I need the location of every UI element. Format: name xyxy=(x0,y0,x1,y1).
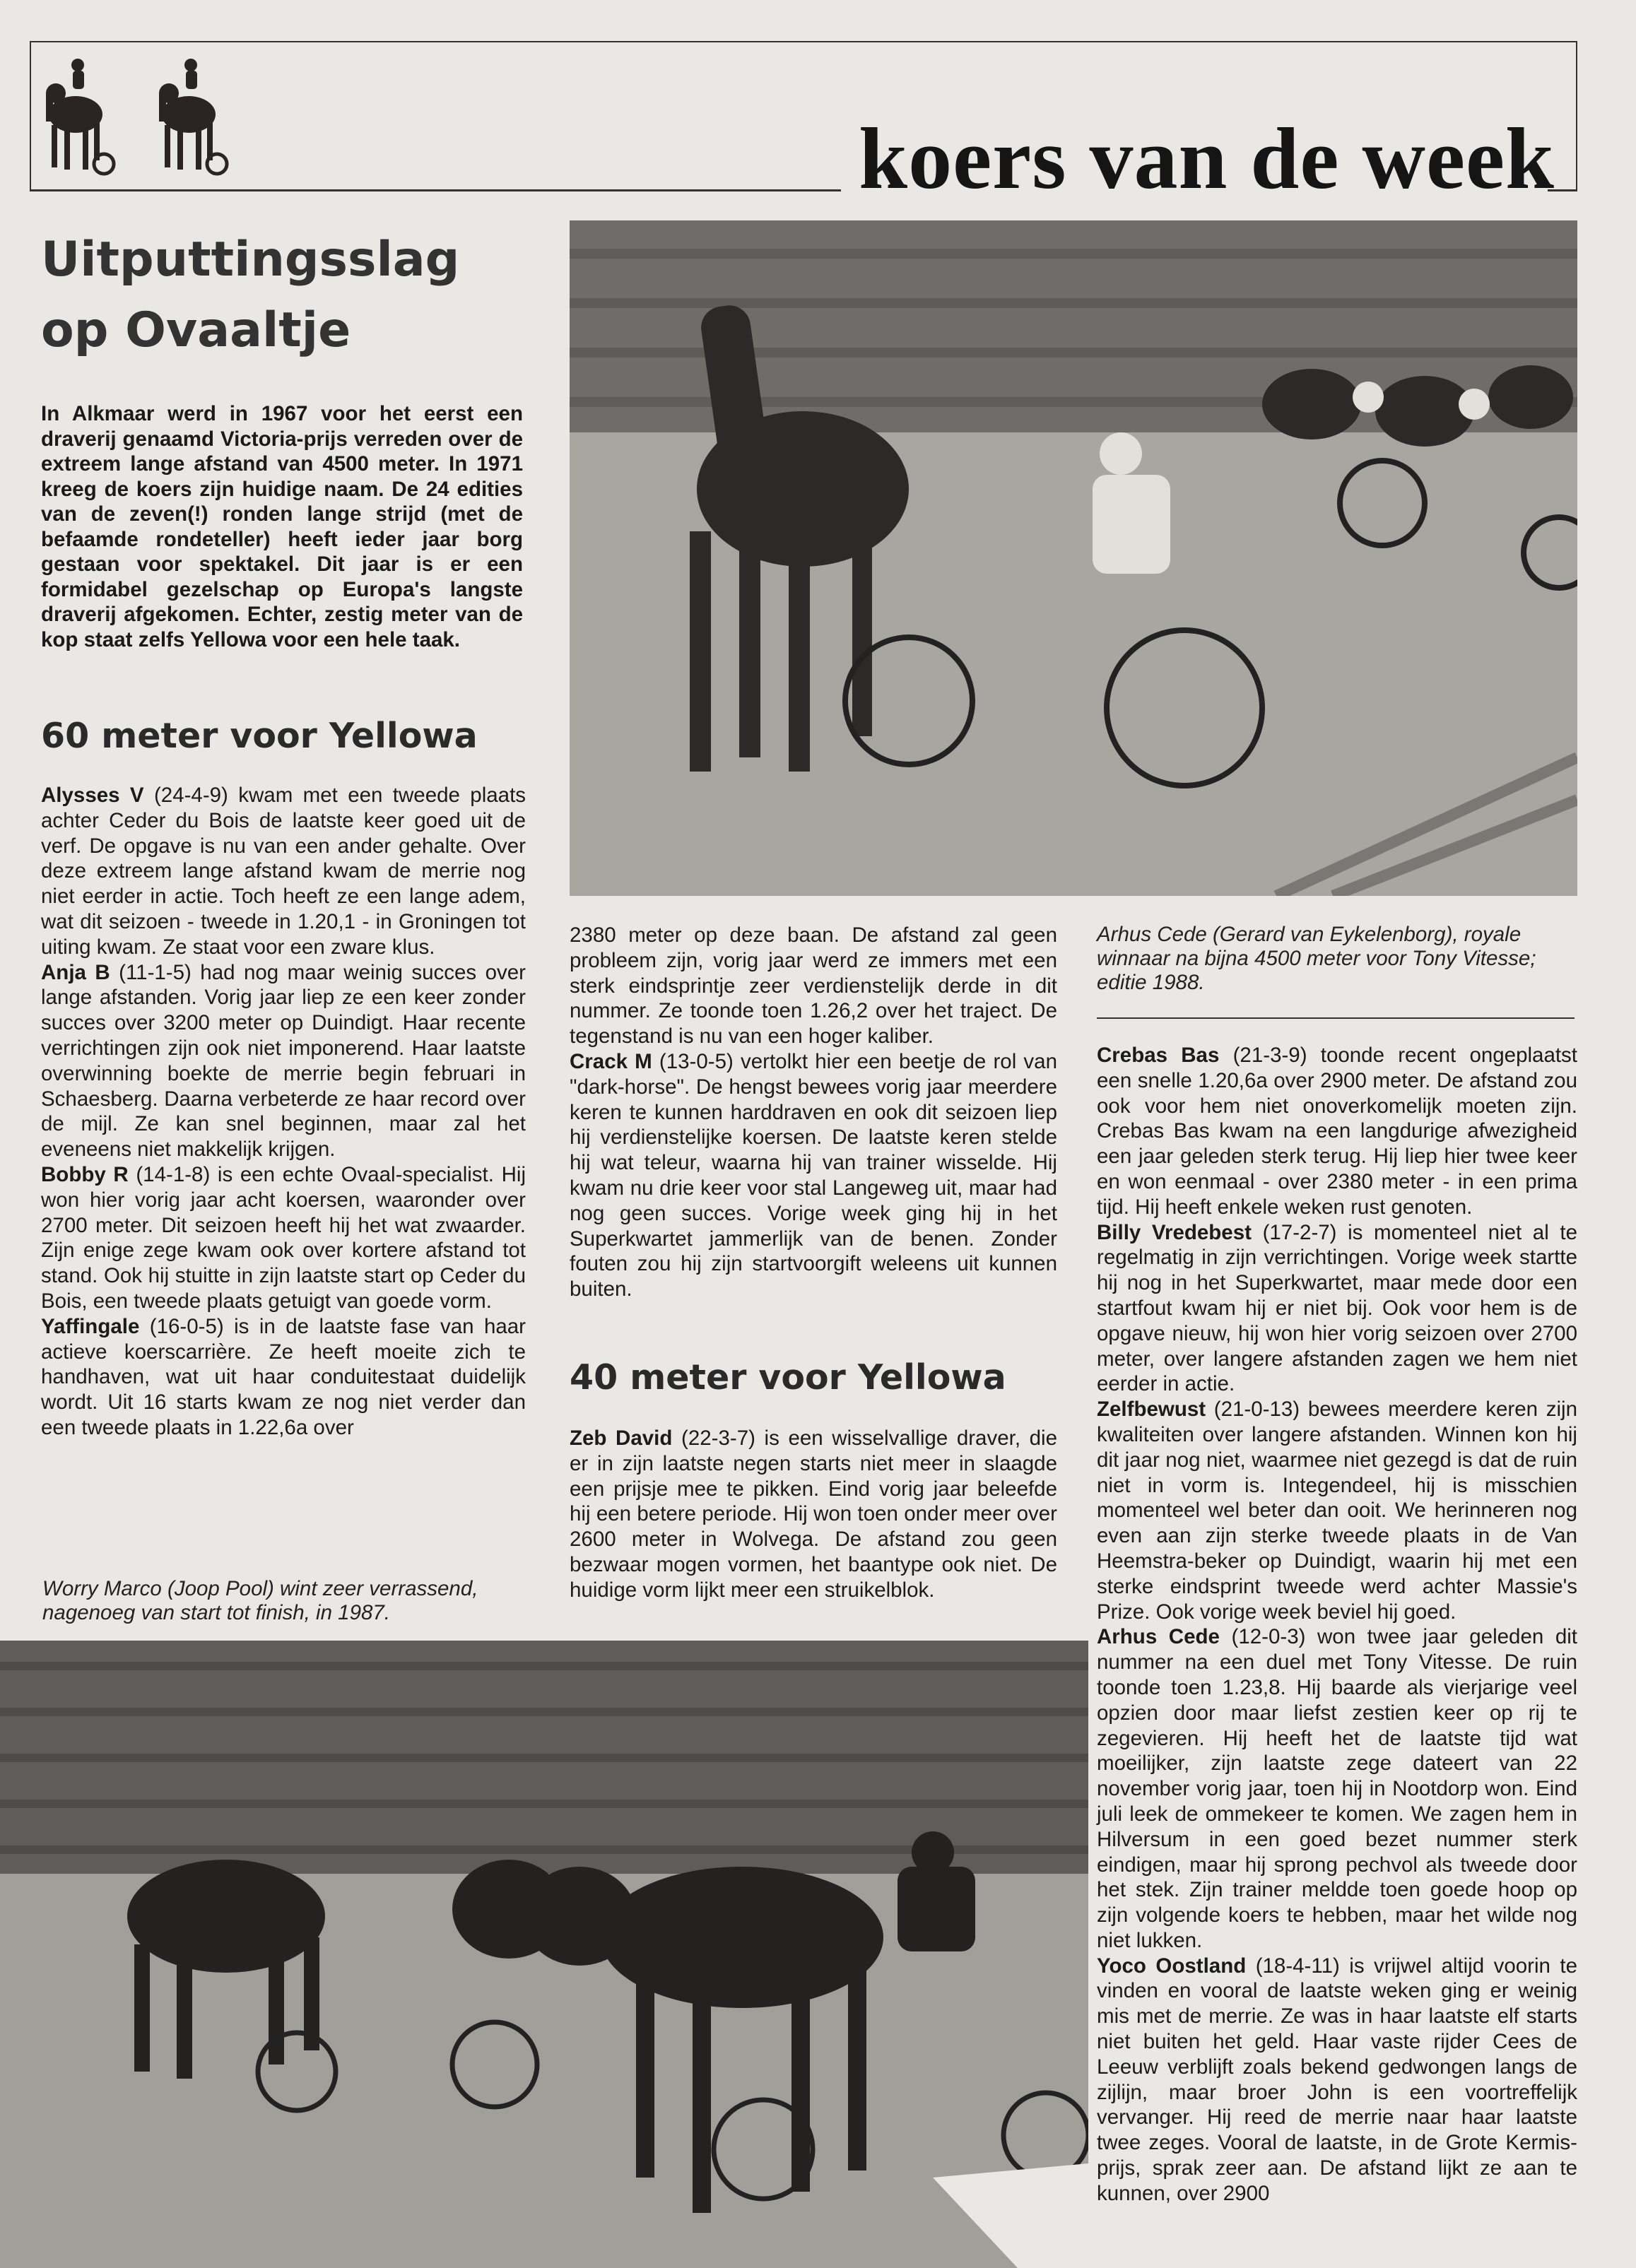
entry-paragraph: 2380 meter op deze baan. De afstand zal geen probleem zijn, vorig jaar werd ze immers met een sterk eindsprintje zeer verdienstelijk derde in dit nummer. Ze toonde toen 1.26,2 over het traject. De tegenstand is nu van een hoger kaliber. xyxy=(570,923,1057,1049)
photo-caption-bottom: Worry Marco (Joop Pool) wint zeer verrassend, nagenoeg van start tot finish, in 1987. xyxy=(42,1577,478,1624)
entry-paragraph: Crebas Bas (21-3-9) toonde recent ongeplaatst een snelle 1.20,6a over 2900 meter. De afstand zou ook voor hem niet onoverkomelijk moeten zijn. Crebas Bas kwam na een langdurige afwezigheid een jaar geleden sterk terug. Hij liep hier twee keer en won eenmaal - over 2380 meter - in een prima tijd. Hij heeft enkele weken rust genoten. xyxy=(1097,1044,1577,1219)
entry-paragraph: Billy Vredebest (17-2-7) is momenteel niet al te regelmatig in zijn verrichtingen. Vorige week startte hij nog in het Superkwartet, maar mede door een startfout kwam hij er niet bij. Ook voor hem is de opgave nieuw, hij won hier vorig seizoen over 2700 meter, over langere afstanden zagen we hem niet eerder in actie. xyxy=(1097,1220,1577,1396)
masthead: koers van de week xyxy=(859,110,1555,207)
section2-body xyxy=(570,1426,1057,1603)
title-line-2: op Ovaaltje xyxy=(41,302,351,358)
entry-paragraph: Yoco Oostland (18-4-11) is vrijwel altijd voorin te vinden en vooral de laatste weken ging er weinig mis met de merrie. Ze was in haar laatste elf starts niet buiten het geld. Haar vaste rijder Cees de Leeuw verblijft zoals bekend gedwongen langs de zijlijn, maar broer John is een voortreffelijk vervanger. Hij reed de merrie naar haar laatste twee zeges. Vooral de laatste, in de Grote Kermis-prijs, sprak zeer aan. De afstand lijkt ze aan te kunnen, over 2900 xyxy=(1097,1954,1577,2205)
entry-paragraph: Anja B (11-1-5) had nog maar weinig succes over lange afstanden. Vorig jaar liep ze een keer zonder succes over 3200 meter op Duindigt. Haar recente verrichtingen zijn ook niet imponerend. Haar laatste overwinning boekte de merrie begin februari in Schaesberg. Daarna verbeterde ze haar record over de mijl. Ze kan snel beginnen, maar zal het eveneens niet makkelijk krijgen. xyxy=(41,960,526,1162)
entry-paragraph: Alysses V (24-4-9) kwam met een tweede plaats achter Ceder du Bois de laatste keer goed uit de verf. De opgave is nu van een ander gehalte. Over deze extreem lange afstand kwam de merrie nog niet eerder in actie. Toch heeft ze een lange adem, wat dit seizoen - tweede in 1.20,1 - in Groningen tot uiting kwam. Ze staat voor een zware klus. xyxy=(41,784,526,959)
harness-racing-logo xyxy=(39,51,251,185)
horse-name: Yoco Oostland xyxy=(1097,1954,1247,1978)
horse-name: Billy Vredebest xyxy=(1097,1220,1252,1244)
photo-caption-top: Arhus Cede (Gerard van Eykelenborg), royale winnaar na bijna 4500 meter voor Tony Vitesse; editie 1988. xyxy=(1097,923,1536,994)
horse-name: Arhus Cede xyxy=(1097,1625,1220,1649)
caption-divider xyxy=(1097,1017,1575,1019)
horse-name: Alysses V xyxy=(41,784,144,807)
entry-paragraph: Crack M (13-0-5) vertolkt hier een beetje de rol van "dark-horse". De hengst bewees vorig jaar meerdere keren te kunnen harddraven en ook dit seizoen liep hij verdienstelijke koersen. De laatste keren stelde hij wat teleur, waarna hij van trainer wisselde. Hij kwam nu drie keer voor stal Langeweg uit, maar had nog geen succes. Vorige week ging hij in het Superkwartet jammerlijk van de benen. Zonder fouten zou hij zijn startvoorgift weleens uit kunnen buiten. xyxy=(570,1049,1057,1301)
horse-name: Zeb David xyxy=(570,1427,673,1450)
horse-name: Anja B xyxy=(41,960,110,984)
horse-name: Bobby R xyxy=(41,1162,129,1186)
entry-paragraph: Arhus Cede (12-0-3) won twee jaar geleden dit nummer na een duel met Tony Vitesse. De ruin toonde toen 1.23,8. Hij baarde als vierjarige veel opzien door maar liefst zestien keer op rij te zegevieren. Hij heeft het de laatste tijd wat moeilijker, zijn laatste zege dateert van 22 november vorig jaar, toen hij in Nootdorp won. Eind juli leek de ommekeer te komen. We zagen hem in Hilversum in een goed bezet nummer sterk eindigen, maar hij sprong pechvol als tweede door het stek. Zijn trainer meldde toen goede hoop op zijn volgende koers te hebben, maar het wilde nog niet lukken. xyxy=(1097,1625,1577,1952)
section-heading-40m: 40 meter voor Yellowa xyxy=(570,1357,1006,1398)
header-rule xyxy=(30,189,841,191)
entry-paragraph: Zelfbewust (21-0-13) bewees meerdere keren zijn kwaliteiten over langere afstanden. Winnen kon hij dit jaar nog niet, waarmee niet gezegd is dat de ruin niet in vorm is. Integendeel, hij is misschien momenteel wel beter dan ooit. We herinneren nog even aan zijn sterke tweede plaats in de Van Heemstra-beker op Duindigt, waarin hij met een sterke eindsprint tweede werd achter Massie's Prize. Ook vorige week beviel hij goed. xyxy=(1097,1398,1577,1624)
photo-race-1988 xyxy=(570,220,1577,896)
horse-name: Crebas Bas xyxy=(1097,1044,1220,1067)
photo-race-1987 xyxy=(0,1641,1088,2268)
entry-paragraph: Yaffingale (16-0-5) is in de laatste fase van haar actieve koerscarrière. Ze heeft moeite zich te handhaven, wat uit haar conduitestaat duidelijk wordt. Uit 16 starts kwam ze nog niet verder dan een tweede plaats in 1.22,6a over xyxy=(41,1314,526,1439)
column3-body xyxy=(1097,1043,1577,2207)
horse-name: Crack M xyxy=(570,1049,652,1073)
article-title xyxy=(41,225,536,366)
horse-name: Yaffingale xyxy=(41,1314,140,1338)
entry-paragraph: Bobby R (14-1-8) is een echte Ovaal-specialist. Hij won hier vorig jaar acht koersen, waaronder over 2700 meter. Dit seizoen heeft hij het wat zwaarder. Zijn enige zege kwam ook over kortere afstand tot stand. Ook hij stuitte in zijn laatste start op Ceder du Bois, een tweede plaats getuigt van goede vorm. xyxy=(41,1162,526,1313)
lead-paragraph: In Alkmaar werd in 1967 voor het eerst een draverij genaamd Victoria-prijs verreden over de extreem lange afstand van 4500 meter. In 1971 kreeg de koers zijn huidige naam. De 24 edities van de zeven(!) ronden lange strijd (met de befaamde rondeteller) heeft ieder jaar borg gestaan voor spektakel. Dit jaar is er een formidabel gezelschap op Europa's langste draverij afgekomen. Echter, zestig meter van de kop staat zelfs Yellowa voor een hele taak. xyxy=(41,402,523,651)
section1-body xyxy=(41,783,526,1441)
section-heading-60m: 60 meter voor Yellowa xyxy=(41,716,478,756)
column2-body xyxy=(570,923,1057,1302)
horse-name: Zelfbewust xyxy=(1097,1398,1206,1422)
title-line-1: Uitputtingsslag xyxy=(41,232,460,288)
entry-paragraph: Zeb David (22-3-7) is een wisselvallige draver, die er in zijn laatste negen starts niet meer in slaagde een prijsje mee te pikken. Eind vorig jaar beleefde hij een betere periode. Hij won toen onder meer over 2600 meter in Wolvega. De afstand zou geen bezwaar mogen vormen, het baantype ook niet. De huidige vorm lijkt meer een struikelblok. xyxy=(570,1427,1057,1602)
